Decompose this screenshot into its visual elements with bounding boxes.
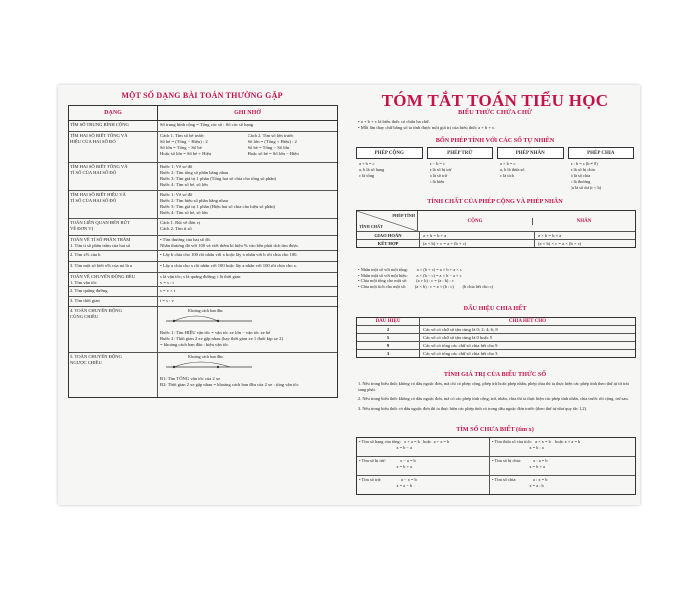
table-row	[69, 353, 337, 397]
left-page	[58, 85, 346, 505]
find-x-cell	[357, 476, 490, 494]
row-remember	[158, 297, 337, 306]
row-remember	[158, 251, 337, 261]
diagram-point	[173, 366, 175, 368]
remember-line: Bước 4: Tìm số bé, số lớn	[160, 182, 208, 187]
row-type-line: TOÁN VỀ TỈ SỐ PHẦN TRĂM	[70, 237, 131, 242]
header-remember: GHI NHỚ	[234, 110, 261, 116]
find-x-cell	[490, 457, 635, 475]
remember-line: s là vận tốc; s là quãng đường; t là thời gian	[160, 274, 241, 279]
properties-header	[357, 211, 635, 232]
remember-line: Cách 1. Rút về đơn vị	[160, 220, 201, 225]
operation-name: PHÉP TRỪ	[427, 147, 494, 159]
remember-line: • Tìm thương của hai số đó.	[160, 237, 211, 242]
diagram-label: Khoảng cách ban đầu	[188, 308, 223, 313]
div-rule: Các số có chữ số tận cùng là 0; 2; 4; 6; 8	[423, 327, 498, 332]
property-row	[357, 240, 635, 247]
ops-title: BỐN PHÉP TÍNH VỚI CÁC SỐ TỰ NHIÊN	[435, 137, 555, 144]
remember-line: B2: Thời gian 2 xe gặp nhau = khoảng cách ban đầu của 2 xe : tổng vận tốc	[160, 382, 299, 387]
motion-diagram	[160, 354, 335, 376]
row-type-line: 4. TOÁN CHUYỂN ĐỘNG	[70, 308, 122, 313]
find-x-line: • Tìm số bị trừ: x − a = b	[359, 458, 416, 463]
remember-line: B1: Tìm TỔNG vận tốc của 2 xe	[160, 376, 221, 381]
distributive-notes	[358, 267, 628, 289]
operation-name: PHÉP CỘNG	[356, 147, 423, 159]
problem-types-table	[68, 105, 338, 398]
value-rule: 1. Nếu trong biểu thức không có dấu ngoặc đơn, mà chỉ có phép cộng, phép trừ hoặc phép nhân, phép chia thì ta thực hiện các phép tính theo thứ tự từ trái sang phải.	[358, 381, 629, 392]
property-mul: (a × b) × c = a × (b × c)	[538, 241, 582, 246]
find-x-line: x = b + a	[359, 463, 413, 469]
row-type-line: 5. TOÁN CHUYỂN ĐỘNG	[70, 354, 122, 359]
div-number: 3	[357, 350, 420, 357]
find-x-cell	[357, 438, 490, 456]
bullet: • Mỗi lần thay chữ bằng số ta tính được một giá trị của biểu thức a + b + c.	[358, 125, 496, 130]
operation-card	[356, 147, 423, 191]
x-title: TÌM SỐ CHƯA BIẾT (tìm x)	[456, 426, 534, 433]
div-row	[357, 350, 635, 357]
value-rule: 3. Nếu trong biểu thức có dấu ngoặc đơn thì ta thực hiện các phép tính có trong dấu ngoặc đơn trước (theo thứ tự như quy tắc 1,2).	[358, 405, 588, 411]
row-remember	[158, 287, 337, 296]
operation-line: c là hiệu	[429, 179, 445, 184]
value-title: TÍNH GIÁ TRỊ CỦA BIỂU THỨC SỐ	[443, 371, 547, 378]
find-x-cell	[490, 476, 635, 494]
table-row	[69, 236, 337, 251]
find-x-line: x = b − a	[359, 444, 413, 450]
remember-line: Bước 3: Tìm giá trị 1 phần (Hiệu hai số chia cho hiệu số phần)	[160, 204, 276, 209]
diagram-point	[217, 366, 219, 368]
row-type	[69, 236, 158, 250]
find-x-line: • Tìm số bị chia: x : a = b	[492, 458, 548, 463]
row-remember	[158, 273, 337, 286]
row-type-line: TÌM SỐ TRUNG BÌNH CỘNG	[70, 122, 129, 127]
property-add: (a + b) + c = a + (b + c)	[420, 240, 535, 247]
row-type	[69, 132, 158, 162]
divisibility-table	[356, 317, 636, 358]
find-x-cell	[357, 457, 490, 475]
main-title: TÓM TẮT TOÁN TIỂU HỌC	[381, 91, 609, 110]
property-row	[357, 232, 635, 240]
left-title: MỘT SỐ DẠNG BÀI TOÁN THƯỜNG GẶP	[121, 91, 283, 100]
row-type	[69, 191, 158, 218]
find-x-line: • Tìm thừa số của tích: a × x = b hoặc x × a = b	[492, 439, 581, 444]
method-col1	[160, 133, 248, 157]
table-row	[69, 287, 337, 297]
method-line: Số bé = Tổng − Số lớn	[247, 145, 290, 150]
div-header-rule: CHIA HẾT CHO	[508, 319, 547, 324]
row-type-line: 3. Tìm một số biết x% của nó là a	[70, 263, 132, 268]
remember-line: Bước 1: Vẽ sơ đồ	[160, 192, 193, 197]
row-type	[69, 353, 158, 397]
value-rules	[358, 381, 630, 415]
method-line: Hoặc số bé = Số lớn − Hiệu	[247, 151, 299, 156]
operation-line: a + b = c	[359, 161, 375, 166]
operation-line: a là số bị chia	[570, 167, 595, 172]
div-row	[357, 334, 635, 342]
property-name: GIAO HOÁN	[357, 232, 420, 239]
operation-body	[568, 159, 635, 191]
note: • Chia một tích cho một số: (a × b) : c = a × (b : c) (b chia hết cho c)	[358, 283, 494, 289]
motion-diagram	[160, 308, 335, 330]
properties-table	[356, 210, 636, 248]
row-type-line: VỀ ĐƠN VỊ	[70, 226, 94, 231]
method-line: Số lớn = Tổng − Số bé	[160, 145, 202, 150]
remember-line: • Lấy b chia cho 100 rồi nhân với x hoặc lấy x nhân với b rồi chia cho 100.	[160, 252, 298, 257]
row-remember	[158, 236, 337, 250]
operation-line: (a là số dư (r < b)	[570, 185, 602, 190]
find-x-line: x = b × a	[492, 463, 546, 469]
remember-line: Bước 4: Tìm số bé, số lớn	[160, 210, 208, 215]
find-x-row	[357, 476, 635, 494]
table-row	[69, 251, 337, 262]
remember-line: Cách 2. Tìm tỉ số	[160, 226, 192, 231]
note: • Nhân một số với một hiệu: a × (b − c) = a × b − a × c	[358, 272, 462, 278]
operation-line: b là số trừ	[429, 173, 448, 178]
remember-line: Bước 3: Tìm giá trị 1 phần (Tổng hai số chia cho tổng số phần)	[160, 176, 277, 181]
row-type	[69, 121, 158, 131]
row-remember	[158, 132, 337, 162]
row-remember	[158, 307, 337, 352]
remember-line: Bước 2: Thời gian 2 xe gặp nhau (hay thời gian xe 1 đuổi kịp xe 2)	[160, 336, 283, 341]
find-x-line: x = a : b	[492, 482, 544, 488]
row-type	[69, 262, 158, 272]
operation-card	[427, 147, 494, 191]
row-type-line: TỈ SỐ CỦA HAI SỐ ĐÓ	[70, 170, 117, 175]
operation-body	[356, 159, 423, 179]
div-rule: Các số có chữ số tận cùng là 0 hoặc 5	[423, 335, 493, 340]
operation-line: c là tích	[500, 173, 514, 178]
operation-card	[568, 147, 635, 191]
row-remember	[158, 163, 337, 190]
row-type-line: 1. Tìm vận tốc	[70, 280, 97, 285]
operation-line: c là tổng	[359, 173, 375, 178]
operation-line: a − b = c	[429, 161, 445, 166]
row-type-line: HIỆU CỦA HAI SỐ ĐÓ	[70, 139, 116, 144]
table-row	[69, 121, 337, 132]
table-row	[69, 273, 337, 287]
header-type: DẠNG	[69, 106, 158, 120]
operation-name: PHÉP CHIA	[568, 147, 635, 159]
table-row	[69, 307, 337, 353]
row-type	[69, 163, 158, 190]
div-number: 2	[357, 326, 420, 333]
find-x-row	[357, 457, 635, 476]
remember-line: Bước 2: Tìm tổng số phần bằng nhau	[160, 170, 229, 175]
expression-bullets	[358, 119, 628, 131]
div-number: 5	[357, 334, 420, 341]
note: • Chia một tổng cho một số: (a + b) : c = (a : b) : c	[358, 278, 454, 284]
row-type-line: 2. Tìm quãng đường	[70, 288, 108, 293]
row-type	[69, 273, 158, 286]
operation-line: c là thương	[570, 179, 591, 184]
find-x-line: • Tìm số chia: a : x = b	[492, 477, 548, 482]
row-type-line: TÌM HAI SỐ BIẾT HIỆU VÀ	[70, 192, 126, 197]
row-type	[69, 251, 158, 261]
note: • Nhân một số với một tổng: a × (b + c) = a × b + a × c	[358, 267, 462, 272]
remember-line: Bước 1: Vẽ sơ đồ	[160, 164, 193, 169]
row-remember	[158, 121, 337, 131]
row-type	[69, 287, 158, 296]
find-x-line: • Tìm số trừ: a − x = b	[359, 477, 417, 482]
row-type	[69, 219, 158, 235]
property-mul: a × b = b × a	[538, 233, 562, 238]
col-mul: NHÂN	[576, 218, 592, 224]
row-type-line: CÙNG CHIỀU	[70, 314, 99, 319]
props-title: TÍNH CHẤT CỦA PHÉP CỘNG VÀ PHÉP NHÂN	[427, 198, 563, 205]
row-type-line: 1. Tìm tỉ số phần trăm của hai số	[70, 243, 131, 248]
divisibility-header	[357, 318, 635, 326]
table-row	[69, 191, 337, 219]
property-name: KẾT HỢP	[357, 240, 420, 247]
div-rule: Các số có tổng các chữ số chia hết cho 3	[423, 351, 498, 356]
find-x-row	[357, 438, 635, 457]
row-type-line: 3. Tìm thời gian	[70, 298, 100, 303]
diagram-point	[173, 320, 175, 322]
subtitle: BIỂU THỨC CHỨA CHỮ	[457, 109, 533, 116]
row-remember	[158, 262, 337, 272]
row-type-line: TOÁN VỀ CHUYỂN ĐỘNG ĐỀU	[70, 274, 136, 279]
method-line: Số lớn = (Tổng + Hiệu) : 2	[247, 139, 297, 144]
diagram-label: Khoảng cách ban đầu	[188, 354, 223, 359]
row-type-line: TỈ SỐ CỦA HAI SỐ ĐÓ	[70, 198, 117, 203]
find-x-cell	[490, 438, 635, 456]
motion-diagram-svg	[160, 354, 260, 376]
bullet: • a + b + c là biểu thức có chứa ba chữ.	[358, 119, 430, 124]
remember-line: Nhân thương đó với 100 và viết thêm kí hiệu % vào bên phải tích tìm được.	[160, 243, 300, 248]
find-x-line: x = b : a	[492, 444, 544, 450]
table-body	[69, 121, 337, 397]
row-remember	[158, 191, 337, 218]
operation-line: b là số chia	[570, 173, 591, 178]
value-rule: 2. Nếu trong biểu thức không có dấu ngoặc đơn, mà có các phép tính cộng, trừ, nhân, chia thì ta thực hiện các phép tính nhân, chia trước rồi cộng, trừ sau.	[358, 396, 629, 402]
method-line: Cách 2. Tìm số lớn trước	[247, 133, 294, 138]
row-remember	[158, 219, 337, 235]
method-col2	[248, 133, 336, 157]
div-number: 9	[357, 342, 420, 349]
row-type-line: NGƯỢC CHIỀU	[70, 360, 102, 365]
property-add: a + b = b + a	[420, 232, 535, 239]
remember-line: Số trung bình cộng = Tổng các số : Số các số hạng	[160, 122, 254, 127]
remember-line: = khoảng cách ban đầu : hiệu vận tốc	[160, 342, 229, 347]
poster-sheet	[58, 85, 640, 505]
operation-body	[497, 159, 564, 179]
method-line: Cách 1. Tìm số bé trước	[160, 133, 205, 138]
remember-line: v = s : t	[160, 280, 174, 285]
method-line: Hoặc số lớn = Số bé + Hiệu	[160, 151, 212, 156]
row-type-line: TÌM HAI SỐ BIẾT TỔNG VÀ	[70, 133, 128, 138]
remember-line: t = s : v	[160, 298, 174, 303]
remember-line: s = v × t	[160, 288, 176, 293]
operation-card	[497, 147, 564, 191]
table-row	[69, 219, 337, 236]
div-header-sign: DẤU HIỆU	[357, 318, 420, 325]
remember-line: • Lấy a chia cho x rồi nhân với 100 hoặc lấy a nhân với 100 rồi chia cho x.	[160, 263, 298, 268]
div-row	[357, 342, 635, 350]
table-header	[69, 106, 337, 121]
remember-line: Bước 1: Tìm HIỆU vận tốc = vận tốc xe lớn − vận tốc xe bé	[160, 330, 271, 335]
operation-line: a × b = c	[500, 161, 516, 166]
row-type	[69, 307, 158, 352]
div-row	[357, 326, 635, 334]
find-x-table	[356, 437, 636, 495]
operation-line: a, b là thừa số	[500, 167, 525, 172]
find-x-line: x = a − b	[359, 482, 413, 488]
table-row	[69, 163, 337, 191]
method-line: Số bé = (Tổng − Hiệu) : 2	[160, 139, 208, 144]
corner-top: PHÉP TÍNH	[392, 213, 415, 218]
row-type-line: TÌM HAI SỐ BIẾT TỔNG VÀ	[70, 164, 128, 169]
operation-name: PHÉP NHÂN	[497, 147, 564, 159]
row-type-line: TOÁN LIÊN QUAN ĐẾN RÚT	[70, 220, 130, 225]
corner-cell	[357, 211, 418, 231]
operation-line: a, b là số hạng	[359, 167, 385, 172]
operation-body	[427, 159, 494, 185]
table-row	[69, 297, 337, 307]
table-row	[69, 262, 337, 273]
operations	[356, 147, 634, 191]
operation-line: a là số bị trừ	[429, 167, 452, 172]
corner-bottom: TÍNH CHẤT	[359, 224, 383, 229]
remember-line: Bước 2: Tìm hiệu số phần bằng nhau	[160, 198, 228, 203]
div-title: DẤU HIỆU CHIA HẾT	[463, 305, 527, 312]
col-add: CỘNG	[418, 218, 533, 225]
diagram-point	[217, 320, 219, 322]
motion-diagram-svg	[160, 308, 260, 330]
row-remember	[158, 353, 337, 397]
row-type	[69, 297, 158, 306]
table-row	[69, 132, 337, 163]
right-page	[350, 85, 640, 505]
row-type-line: 2. Tìm x% của b	[70, 252, 101, 257]
div-rule: Các số có tổng các chữ số chia hết cho 9	[423, 343, 498, 348]
operation-line: a : b = c (b ≠ 0)	[570, 161, 598, 166]
find-x-line: • Tìm số hạng của tổng: x + a = b hoặc a + x = b	[359, 439, 450, 444]
